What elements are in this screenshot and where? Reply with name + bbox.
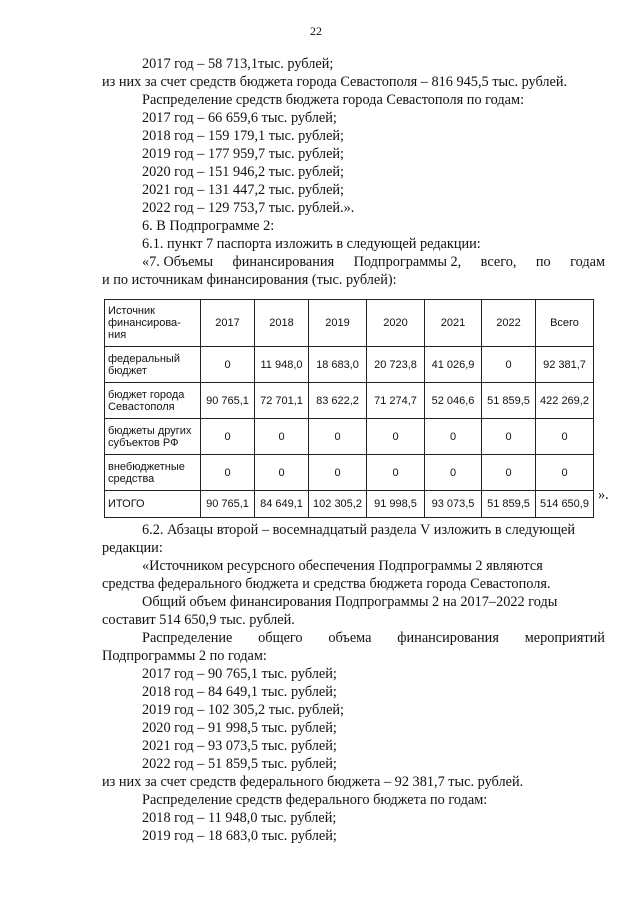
table-cell: 0 bbox=[482, 419, 536, 455]
text-line: Подпрограммы 2 по годам: bbox=[102, 648, 267, 664]
word: объема bbox=[328, 630, 372, 646]
word: Распределение bbox=[142, 630, 233, 646]
table-header-row bbox=[105, 300, 594, 347]
table-cell: 90 765,1 bbox=[201, 383, 255, 419]
table-cell: 0 bbox=[482, 455, 536, 491]
row-source: ИТОГО bbox=[105, 491, 201, 518]
table-cell: 0 bbox=[425, 419, 482, 455]
table-total-row bbox=[105, 491, 594, 518]
text-line: 2018 год – 159 179,1 тыс. рублей; bbox=[142, 128, 345, 144]
table-cell: 92 381,7 bbox=[536, 347, 594, 383]
text-line: 2018 год – 84 649,1 тыс. рублей; bbox=[142, 684, 337, 700]
table-cell: 18 683,0 bbox=[309, 347, 367, 383]
word: «7. Объемы bbox=[142, 254, 214, 270]
table-cell: 422 269,2 bbox=[536, 383, 594, 419]
table-cell: 72 701,1 bbox=[255, 383, 309, 419]
text-line: средства федерального бюджета и средства бюджета города Севастополя. bbox=[102, 576, 551, 592]
financing-table bbox=[104, 299, 594, 518]
table-row bbox=[105, 455, 594, 491]
word: финансирования bbox=[232, 254, 335, 270]
header-source: Источник финансирова-ния bbox=[105, 300, 201, 347]
table-cell: 51 859,5 bbox=[482, 491, 536, 518]
table-cell: 51 859,5 bbox=[482, 383, 536, 419]
table-cell: 93 073,5 bbox=[425, 491, 482, 518]
header-year: 2019 bbox=[309, 300, 367, 347]
word: мероприятий bbox=[524, 630, 605, 646]
text-line: 2020 год – 91 998,5 тыс. рублей; bbox=[142, 720, 337, 736]
table-cell: 90 765,1 bbox=[201, 491, 255, 518]
text-line: 2020 год – 151 946,2 тыс. рублей; bbox=[142, 164, 345, 180]
text-line: 2017 год – 90 765,1 тыс. рублей; bbox=[142, 666, 337, 682]
table-cell: 91 998,5 bbox=[367, 491, 425, 518]
table-cell: 84 649,1 bbox=[255, 491, 309, 518]
word: по bbox=[535, 254, 551, 270]
table-row bbox=[105, 347, 594, 383]
text-line: Общий объем финансирования Подпрограммы 2 на 2017–2022 годы bbox=[142, 594, 558, 610]
word: годам bbox=[570, 254, 605, 270]
row-source: федеральный бюджет bbox=[105, 347, 201, 383]
text-line: 2021 год – 131 447,2 тыс. рублей; bbox=[142, 182, 345, 198]
table-cell: 0 bbox=[536, 419, 594, 455]
table-cell: 0 bbox=[201, 419, 255, 455]
text-line: из них за счет средств федерального бюджета – 92 381,7 тыс. рублей. bbox=[102, 774, 524, 790]
table-cell: 0 bbox=[367, 455, 425, 491]
word: общего bbox=[258, 630, 303, 646]
text-line: 2019 год – 177 959,7 тыс. рублей; bbox=[142, 146, 345, 162]
text-line: 2019 год – 102 305,2 тыс. рублей; bbox=[142, 702, 345, 718]
table-cell: 0 bbox=[309, 419, 367, 455]
para7-line2: и по источникам финансирования (тыс. рублей): bbox=[102, 272, 397, 288]
text-line: 2022 год – 51 859,5 тыс. рублей; bbox=[142, 756, 337, 772]
header-year: 2018 bbox=[255, 300, 309, 347]
text-line: 2018 год – 11 948,0 тыс. рублей; bbox=[142, 810, 337, 826]
header-year: 2017 bbox=[201, 300, 255, 347]
table-cell: 514 650,9 bbox=[536, 491, 594, 518]
text-line: 6.1. пункт 7 паспорта изложить в следующей редакции: bbox=[142, 236, 481, 252]
table-cell: 102 305,2 bbox=[309, 491, 367, 518]
table-cell: 52 046,6 bbox=[425, 383, 482, 419]
para-distribution-line1 bbox=[142, 630, 605, 647]
table-cell: 0 bbox=[425, 455, 482, 491]
word: всего, bbox=[480, 254, 517, 270]
row-source: бюджеты других субъектов РФ bbox=[105, 419, 201, 455]
header-total: Всего bbox=[536, 300, 594, 347]
text-line: Распределение средств бюджета города Севастополя по годам: bbox=[142, 92, 525, 108]
word: Подпрограммы 2, bbox=[353, 254, 462, 270]
table-cell: 0 bbox=[255, 455, 309, 491]
table-cell: 0 bbox=[201, 455, 255, 491]
text-line: 6. В Подпрограмме 2: bbox=[142, 218, 275, 234]
header-year: 2020 bbox=[367, 300, 425, 347]
table-cell: 0 bbox=[367, 419, 425, 455]
closing-quote: ». bbox=[598, 487, 609, 503]
text-line: Распределение средств федерального бюджета по годам: bbox=[142, 792, 488, 808]
table-cell: 0 bbox=[482, 347, 536, 383]
table-cell: 0 bbox=[255, 419, 309, 455]
header-year: 2022 bbox=[482, 300, 536, 347]
table-cell: 41 026,9 bbox=[425, 347, 482, 383]
row-source: внебюджетные средства bbox=[105, 455, 201, 491]
word: финансирования bbox=[397, 630, 499, 646]
text-line: 2017 год – 66 659,6 тыс. рублей; bbox=[142, 110, 337, 126]
para62-line2: редакции: bbox=[102, 540, 163, 556]
para7-line1 bbox=[142, 254, 605, 271]
table-cell: 11 948,0 bbox=[255, 347, 309, 383]
para62-text: 6.2. Абзацы второй – восемнадцатый раздела V изложить в следующей bbox=[142, 522, 575, 538]
text-line: 2017 год – 58 713,1тыс. рублей; bbox=[142, 56, 334, 72]
table-row bbox=[105, 419, 594, 455]
text-line: 2021 год – 93 073,5 тыс. рублей; bbox=[142, 738, 337, 754]
table-cell: 0 bbox=[309, 455, 367, 491]
text-line: составит 514 650,9 тыс. рублей. bbox=[102, 612, 295, 628]
table-cell: 83 622,2 bbox=[309, 383, 367, 419]
text-line: «Источником ресурсного обеспечения Подпрограммы 2 являются bbox=[142, 558, 543, 574]
text-line: 2019 год – 18 683,0 тыс. рублей; bbox=[142, 828, 337, 844]
para62-line1 bbox=[142, 522, 605, 539]
table-cell: 0 bbox=[536, 455, 594, 491]
table-cell: 20 723,8 bbox=[367, 347, 425, 383]
table-cell: 0 bbox=[201, 347, 255, 383]
table-row bbox=[105, 383, 594, 419]
row-source: бюджет города Севастополя bbox=[105, 383, 201, 419]
text-line: 2022 год – 129 753,7 тыс. рублей.». bbox=[142, 200, 355, 216]
table-cell: 71 274,7 bbox=[367, 383, 425, 419]
text-line: из них за счет средств бюджета города Севастополя – 816 945,5 тыс. рублей. bbox=[102, 74, 568, 90]
page-number: 22 bbox=[310, 24, 322, 38]
header-year: 2021 bbox=[425, 300, 482, 347]
